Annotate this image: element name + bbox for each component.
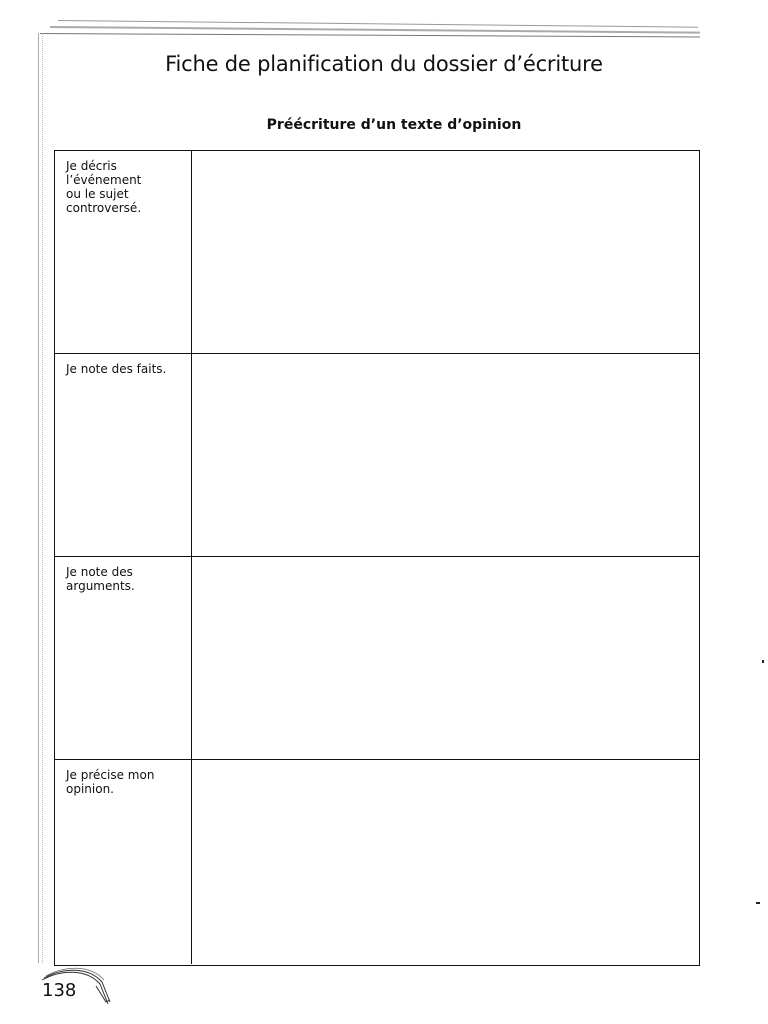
row-label: Je note des arguments. [55, 557, 192, 759]
table-row [55, 354, 699, 557]
scan-speck [762, 660, 764, 663]
planning-table [54, 150, 700, 966]
row-label: Je note des faits. [55, 354, 192, 556]
page-edge-top-2 [50, 26, 700, 34]
page-number: 138 [42, 980, 77, 1001]
answer-area[interactable] [192, 354, 699, 556]
table-row [55, 557, 699, 760]
scan-speck [756, 902, 760, 904]
table-row [55, 151, 699, 354]
answer-area[interactable] [192, 760, 699, 964]
row-label: Je précise mon opinion. [55, 760, 192, 964]
answer-area[interactable] [192, 151, 699, 353]
page-subtitle: Préécriture d’un texte d’opinion [266, 117, 522, 133]
page-edge-left-2 [42, 33, 43, 963]
page-title: Fiche de planification du dossier d’écriture [165, 52, 603, 76]
table-row [55, 760, 699, 964]
page-edge-top-3 [40, 33, 700, 37]
page-edge-left-1 [38, 33, 39, 963]
row-label: Je décris l’événement ou le sujet controversé. [55, 151, 192, 353]
answer-area[interactable] [192, 557, 699, 759]
